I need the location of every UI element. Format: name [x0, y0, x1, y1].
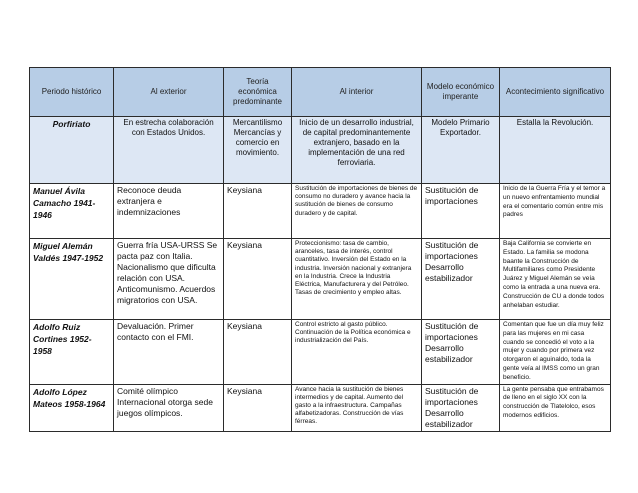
cell-modelo: Sustitución de importaciones Desarrollo estabilizador: [422, 239, 500, 320]
cell-teoria: Keysiana: [224, 384, 292, 431]
cell-teoria: Keysiana: [224, 320, 292, 385]
cell-teoria: Mercantilismo Mercancías y comercio en movimiento.: [224, 117, 292, 184]
cell-modelo: Modelo Primario Exportador.: [422, 117, 500, 184]
cell-periodo: Manuel Ávila Camacho 1941-1946: [30, 184, 114, 239]
cell-modelo: Sustitución de importaciones: [422, 184, 500, 239]
cell-teoria: Keysiana: [224, 184, 292, 239]
cell-exterior: Reconoce deuda extranjera e indemnizaciones: [114, 184, 224, 239]
cell-acontecimiento: Inicio de la Guerra Fría y el temor a un nuevo enfrentamiento mundial era el comentario común entre mis padres: [500, 184, 611, 239]
cell-exterior: Guerra fría USA-URSS Se pacta paz con Italia. Nacionalismo que dificulta relación con USA. Anticomunismo. Acuerdos migratorios con USA.: [114, 239, 224, 320]
header-modelo: Modelo económico imperante: [422, 68, 500, 117]
cell-interior: Proteccionismo: tasa de cambio, aranceles, tasa de interés, control cuantitativo. Inversión del Estado en la industria. Inversión nacional y extranjera en la Industria. Crece la Industria Eléctrica, Manufacturera y del Petróleo. Tasas de crecimiento y empleo altas.: [292, 239, 422, 320]
table-row: [30, 239, 611, 320]
cell-interior: Inicio de un desarrollo industrial, de capital predominantemente extranjero, basado en la implementación de una red ferroviaria.: [292, 117, 422, 184]
cell-interior: Sustitución de importaciones de bienes de consumo no duradero y avance hacia la sustitución de bienes de consumo duradero y de capital.: [292, 184, 422, 239]
cell-acontecimiento: Estalla la Revolución.: [500, 117, 611, 184]
table-row: [30, 184, 611, 239]
cell-interior: Control estricto al gasto público. Continuación de la Política económica e industrialización del País.: [292, 320, 422, 385]
header-row: [30, 68, 611, 117]
table-row: [30, 320, 611, 385]
header-periodo: Periodo histórico: [30, 68, 114, 117]
cell-exterior: En estrecha colaboración con Estados Unidos.: [114, 117, 224, 184]
cell-exterior: Devaluación. Primer contacto con el FMI.: [114, 320, 224, 385]
header-teoria: Teoría económica predominante: [224, 68, 292, 117]
cell-acontecimiento: La gente pensaba que entrabamos de lleno en el siglo XX con la construcción de Tlatelolco, esos modernos edificios.: [500, 384, 611, 431]
table-row: [30, 117, 611, 184]
cell-exterior: Comité olímpico Internacional otorga sede juegos olímpicos.: [114, 384, 224, 431]
cell-periodo: Porfiriato: [30, 117, 114, 184]
cell-periodo: Adolfo López Mateos 1958-1964: [30, 384, 114, 431]
cell-interior: Avance hacia la sustitución de bienes intermedios y de capital. Aumento del gasto a la infraestructura. Campañas alfabetizadoras. Construcción de vías férreas.: [292, 384, 422, 431]
cell-periodo: Adolfo Ruiz Cortines 1952-1958: [30, 320, 114, 385]
header-acontecimiento: Acontecimiento significativo: [500, 68, 611, 117]
header-interior: Al interior: [292, 68, 422, 117]
header-exterior: Al exterior: [114, 68, 224, 117]
cell-periodo: Miguel Alemán Valdés 1947-1952: [30, 239, 114, 320]
cell-acontecimiento: Comentan que fue un día muy feliz para las mujeres en mi casa cuando se concedió el voto a la mujer y cuando por primera vez otorgaron el aguinaldo, toda la gente veía al IMSS como un gran beneficio.: [500, 320, 611, 385]
cell-modelo: Sustitución de importaciones Desarrollo estabilizador: [422, 320, 500, 385]
cell-modelo: Sustitución de importaciones Desarrollo estabilizador: [422, 384, 500, 431]
table-row: [30, 384, 611, 431]
cell-teoria: Keysiana: [224, 239, 292, 320]
history-table: [29, 67, 611, 432]
cell-acontecimiento: Baja California se convierte en Estado. La familia se modona baante la Construcción de Multifamiliares como Presidente Juárez y Miguel Alemán se veía como la entrada a una nueva era. Construcción de CU a donde todos anhelaban estudiar.: [500, 239, 611, 320]
